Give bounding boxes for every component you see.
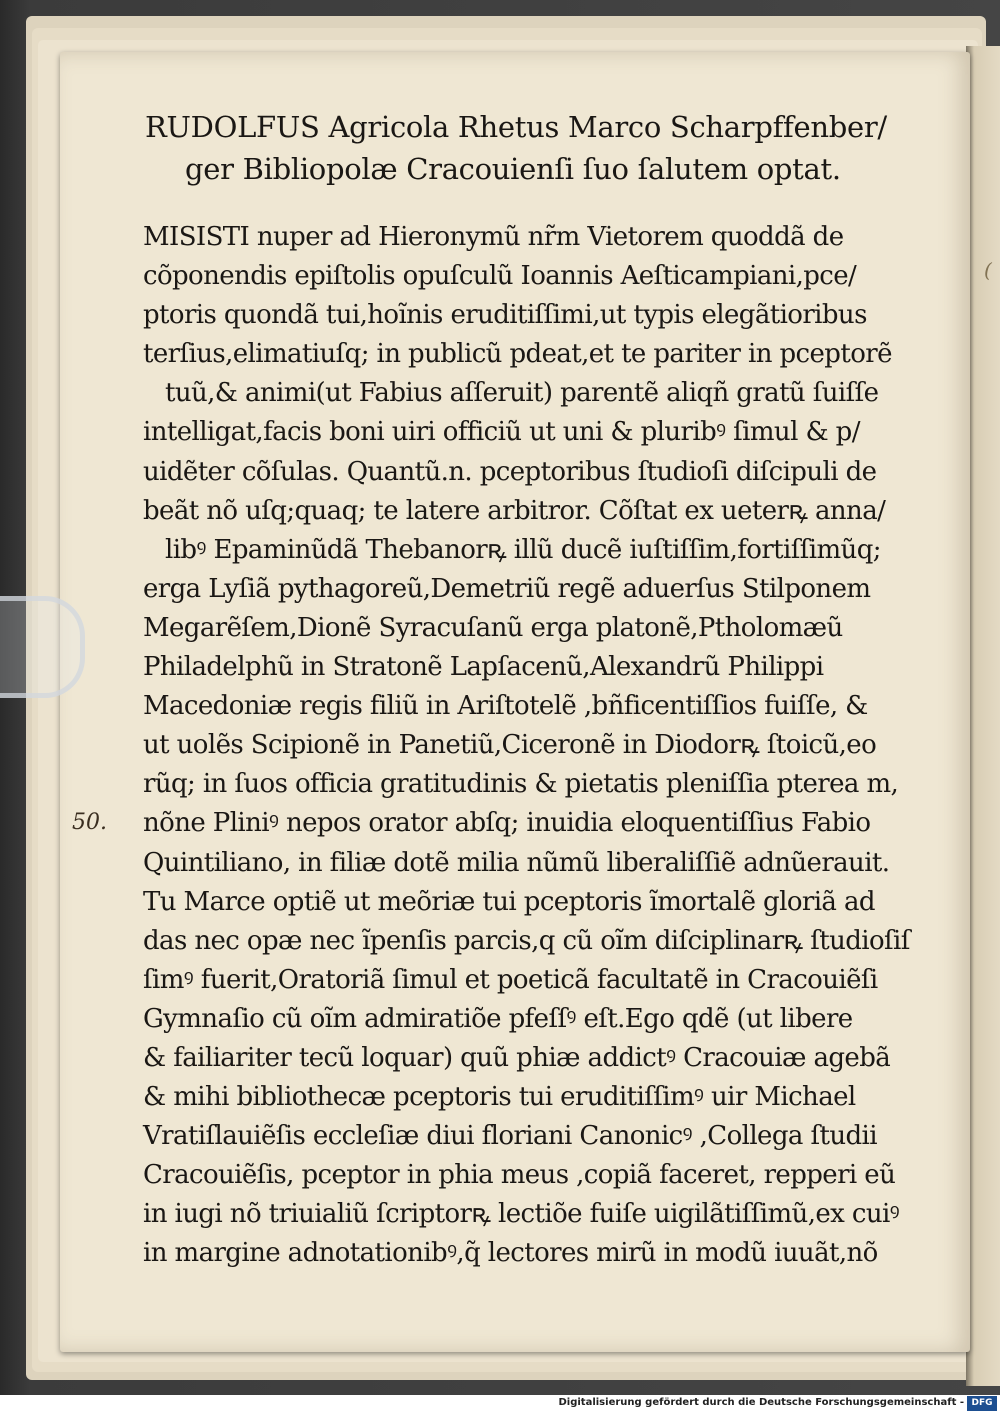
text-line: Philadelphũ in Stratonẽ Lapſacenũ,Alexandrũ Philippi xyxy=(143,652,824,683)
letter-heading xyxy=(145,106,945,190)
text-line: in margine adnotationibꝰ,q̃ lectores mirũ in modũ iuuãt,nõ xyxy=(143,1238,878,1269)
text-line: Quintiliano, in filiæ dotẽ milia nũmũ liberaliſſiẽ adnũerauit. xyxy=(143,847,890,878)
text-line: in iugi nõ triuialiũ ſcriptorꝶ lectiõe fuiſe uigilãtiſſimũ,ex cuiꝰ xyxy=(143,1199,900,1230)
text-line: ſimꝰ fuerit,Oratoriã ſimul et poeticã facultatẽ in Cracouiẽſi xyxy=(143,964,878,995)
text-line: das nec opæ nec ĩpenſis parcis,q cũ oĩm diſciplinarꝶ ſtudioſiſ xyxy=(143,925,910,956)
footer-credit: Digitalisierung gefördert durch die Deutsche Forschungsgemeinschaft - xyxy=(558,1397,964,1408)
margin-annotation: 50. xyxy=(72,810,107,835)
text-line: erga Lyſiã pythagoreũ,Demetriũ regẽ aduerſus Stilponem xyxy=(143,573,871,604)
heading-line: ger Bibliopolæ Cracouienſi ſuo ſalutem optat. xyxy=(185,152,841,186)
text-line: rũq; in ſuos officia gratitudinis & pietatis pleniſſia pterea m, xyxy=(143,769,899,800)
footer-bar xyxy=(0,1395,1000,1413)
text-line: & mihi bibliothecæ pceptoris tui eruditiſſimꝰ uir Michael xyxy=(143,1082,856,1113)
text-line: uidẽter cõſulas. Quantũ.n. pceptoribus ſtudioſi diſcipuli de xyxy=(143,456,877,487)
text-line: terſius,elimatiuſq; in publicũ pdeat,et te pariter in pceptorẽ xyxy=(143,339,892,370)
dfg-logo: DFG xyxy=(967,1396,997,1411)
facing-page-mark: ( xyxy=(984,258,992,282)
text-line: Cracouiẽſis, pceptor in phia meus ,copiã faceret, repperi eũ xyxy=(143,1160,896,1191)
heading-line: RUDOLFUS Agricola Rhetus Marco Scharpffenber/ xyxy=(145,110,887,144)
text-line: cõponendis epiſtolis opuſculũ Ioannis Aeſticampiani,pce/ xyxy=(143,261,857,292)
text-line: Gymnaſio cũ oĩm admiratiõe pfeſſꝰ eſt.Ego qdẽ (ut libere xyxy=(143,1003,853,1034)
text-line: Megarẽſem,Dionẽ Syracuſanũ erga platonẽ,Ptholomæũ xyxy=(143,612,843,643)
text-line: intelligat,facis boni uiri officiũ ut uni & pluribꝰ ſimul & p/ xyxy=(143,417,860,448)
text-line: beãt nõ uſq;quaq; te latere arbitror. Cõſtat ex ueterꝶ anna/ xyxy=(143,495,886,526)
text-line: ut uolẽs Scipionẽ in Panetiũ,Ciceronẽ in Diodorꝶ ſtoicũ,eo xyxy=(143,730,877,761)
text-line: Macedoniæ regis filiũ in Ariſtotelẽ ,bñficentiſſios fuiſſe, & xyxy=(143,691,868,722)
text-line: Vratiſlauiẽſis eccleſiæ diui floriani Canonicꝰ ,Collega ſtudii xyxy=(143,1121,877,1152)
text-line: MISISTI nuper ad Hieronymũ nr̃m Vietorem quoddã de xyxy=(143,222,844,252)
letter-body xyxy=(143,218,910,1274)
text-line: libꝰ Epaminũdã Thebanorꝶ illũ ducẽ iuſtiſſim,fortiſſimũq; xyxy=(165,534,881,565)
book-clip xyxy=(0,596,85,698)
text-line: & failiariter tecũ loquar) quũ phiæ addictꝰ Cracouiæ agebã xyxy=(143,1042,891,1073)
text-line: ptoris quondã tui,hoĩnis eruditiſſimi,ut typis elegãtioribus xyxy=(143,300,867,331)
text-line: nõne Pliniꝰ nepos orator abſq; inuidia eloquentiſſius Fabio xyxy=(143,808,871,839)
text-line: Tu Marce optiẽ ut meõriæ tui pceptoris ĩmortalẽ gloriã ad xyxy=(143,886,875,917)
text-line: tuũ,& animi(ut Fabius aſſeruit) parentẽ aliqñ gratũ ſuiſſe xyxy=(165,378,879,409)
facing-page-edge xyxy=(966,46,1000,1386)
